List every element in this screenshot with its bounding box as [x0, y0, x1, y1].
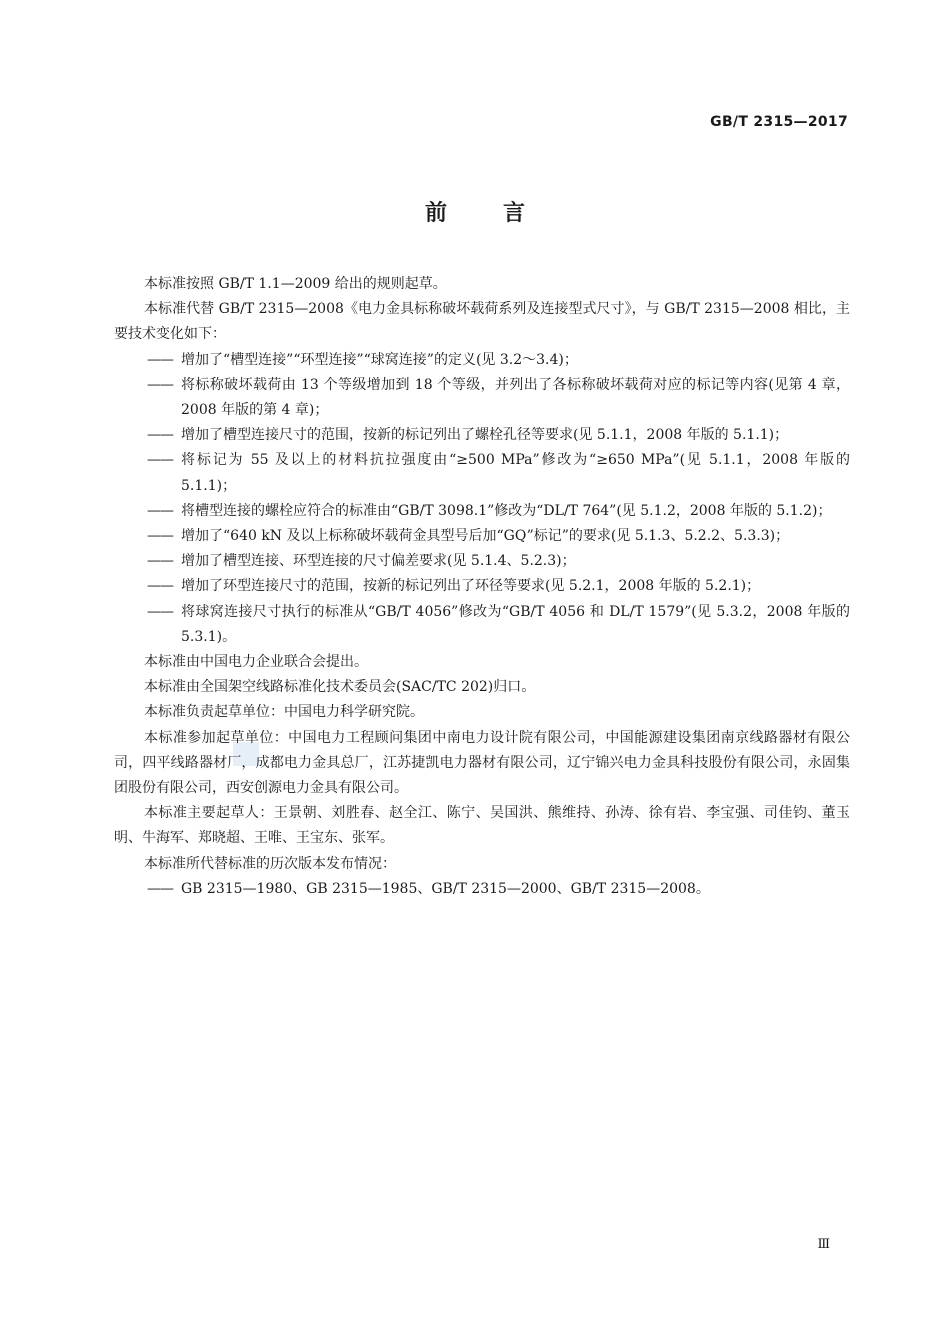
- dash-marker: ——: [147, 880, 173, 897]
- page-number: Ⅲ: [817, 1237, 830, 1252]
- list-item-text: 增加了“槽型连接”“环型连接”“球窝连接”的定义(见 3.2～3.4)；: [181, 351, 578, 368]
- paragraph: 本标准代替 GB/T 2315—2008《电力金具标称破坏载荷系列及连接型式尺寸》，与 GB/T 2315—2008 相比，主要技术变化如下：: [114, 301, 850, 343]
- list-item-text: 将球窝连接尺寸执行的标准从“GB/T 4056”修改为“GB/T 4056 和 DL/T 1579”(见 5.3.2，2008 年版的 5.3.1)。: [181, 603, 850, 645]
- list-item: [114, 574, 850, 599]
- list-item: [114, 600, 850, 650]
- paragraph: 本标准所代替标准的历次版本发布情况：: [144, 855, 396, 872]
- paragraph: 本标准由全国架空线路标准化技术委员会(SAC/TC 202)归口。: [144, 679, 536, 696]
- dash-marker: ——: [147, 603, 173, 620]
- foreword-body: [114, 272, 850, 902]
- list-item: [114, 423, 850, 448]
- paragraph: 本标准主要起草人：王景朝、刘胜春、赵全江、陈宁、吴国洪、熊维持、孙涛、徐有岩、李宝强、司佳钧、董玉明、牛海军、郑晓超、王唯、王宝东、张军。: [114, 805, 850, 847]
- list-item: [114, 877, 850, 902]
- list-item-text: 将标记为 55 及以上的材料抗拉强度由“≥500 MPa”修改为“≥650 MPa”(见 5.1.1，2008 年版的 5.1.1)；: [181, 452, 850, 494]
- dash-marker: ——: [147, 452, 173, 469]
- list-item-text: 将标称破坏载荷由 13 个等级增加到 18 个等级，并列出了各标称破坏载荷对应的标记等内容(见第 4 章，2008 年版的第 4 章)；: [181, 376, 850, 419]
- paragraph: 本标准由中国电力企业联合会提出。: [144, 654, 368, 671]
- list-item-text: 增加了槽型连接、环型连接的尺寸偏差要求(见 5.1.4、5.2.3)；: [181, 553, 576, 570]
- list-item: [114, 524, 850, 549]
- dash-marker: ——: [147, 553, 173, 570]
- paragraph: 本标准负责起草单位：中国电力科学研究院。: [144, 704, 424, 721]
- dash-marker: ——: [147, 578, 173, 595]
- paragraph: 本标准参加起草单位：中国电力工程顾问集团中南电力设计院有限公司，中国能源建设集团南京线路器材有限公司，四平线路器材厂，成都电力金具总厂，江苏捷凯电力器材有限公司，辽宁锦兴电力金具科技股份有限公司，永固集团股份有限公司，西安创源电力金具有限公司。: [114, 729, 850, 797]
- standard-code: GB/T 2315—2017: [710, 114, 848, 130]
- paragraph: 本标准按照 GB/T 1.1—2009 给出的规则起草。: [144, 276, 447, 292]
- list-item: [114, 448, 850, 498]
- dash-marker: ——: [147, 528, 173, 545]
- dash-marker: ——: [147, 427, 173, 444]
- list-item-text: 增加了环型连接尺寸的范围，按新的标记列出了环径等要求(见 5.2.1，2008 年版的 5.2.1)；: [181, 578, 761, 595]
- dash-marker: ——: [147, 351, 173, 368]
- list-item-text: 增加了“640 kN 及以上标称破坏载荷金具型号后加“GQ”标记”的要求(见 5.1.3、5.2.2、5.3.3)；: [181, 528, 790, 545]
- list-item: [114, 499, 850, 524]
- dash-marker: ——: [147, 376, 173, 393]
- dash-marker: ——: [147, 502, 173, 519]
- list-item-text: 增加了槽型连接尺寸的范围，按新的标记列出了螺栓孔径等要求(见 5.1.1，2008 年版的 5.1.1)；: [181, 427, 789, 444]
- list-item: [114, 373, 850, 423]
- page-title: 前言: [424, 201, 581, 226]
- list-item-text: GB 2315—1980、GB 2315—1985、GB/T 2315—2000、GB/T 2315—2008。: [181, 880, 710, 897]
- list-item: [114, 348, 850, 373]
- list-item-text: 将槽型连接的螺栓应符合的标准由“GB/T 3098.1”修改为“DL/T 764”(见 5.1.2，2008 年版的 5.1.2)；: [181, 502, 832, 519]
- list-item: [114, 549, 850, 574]
